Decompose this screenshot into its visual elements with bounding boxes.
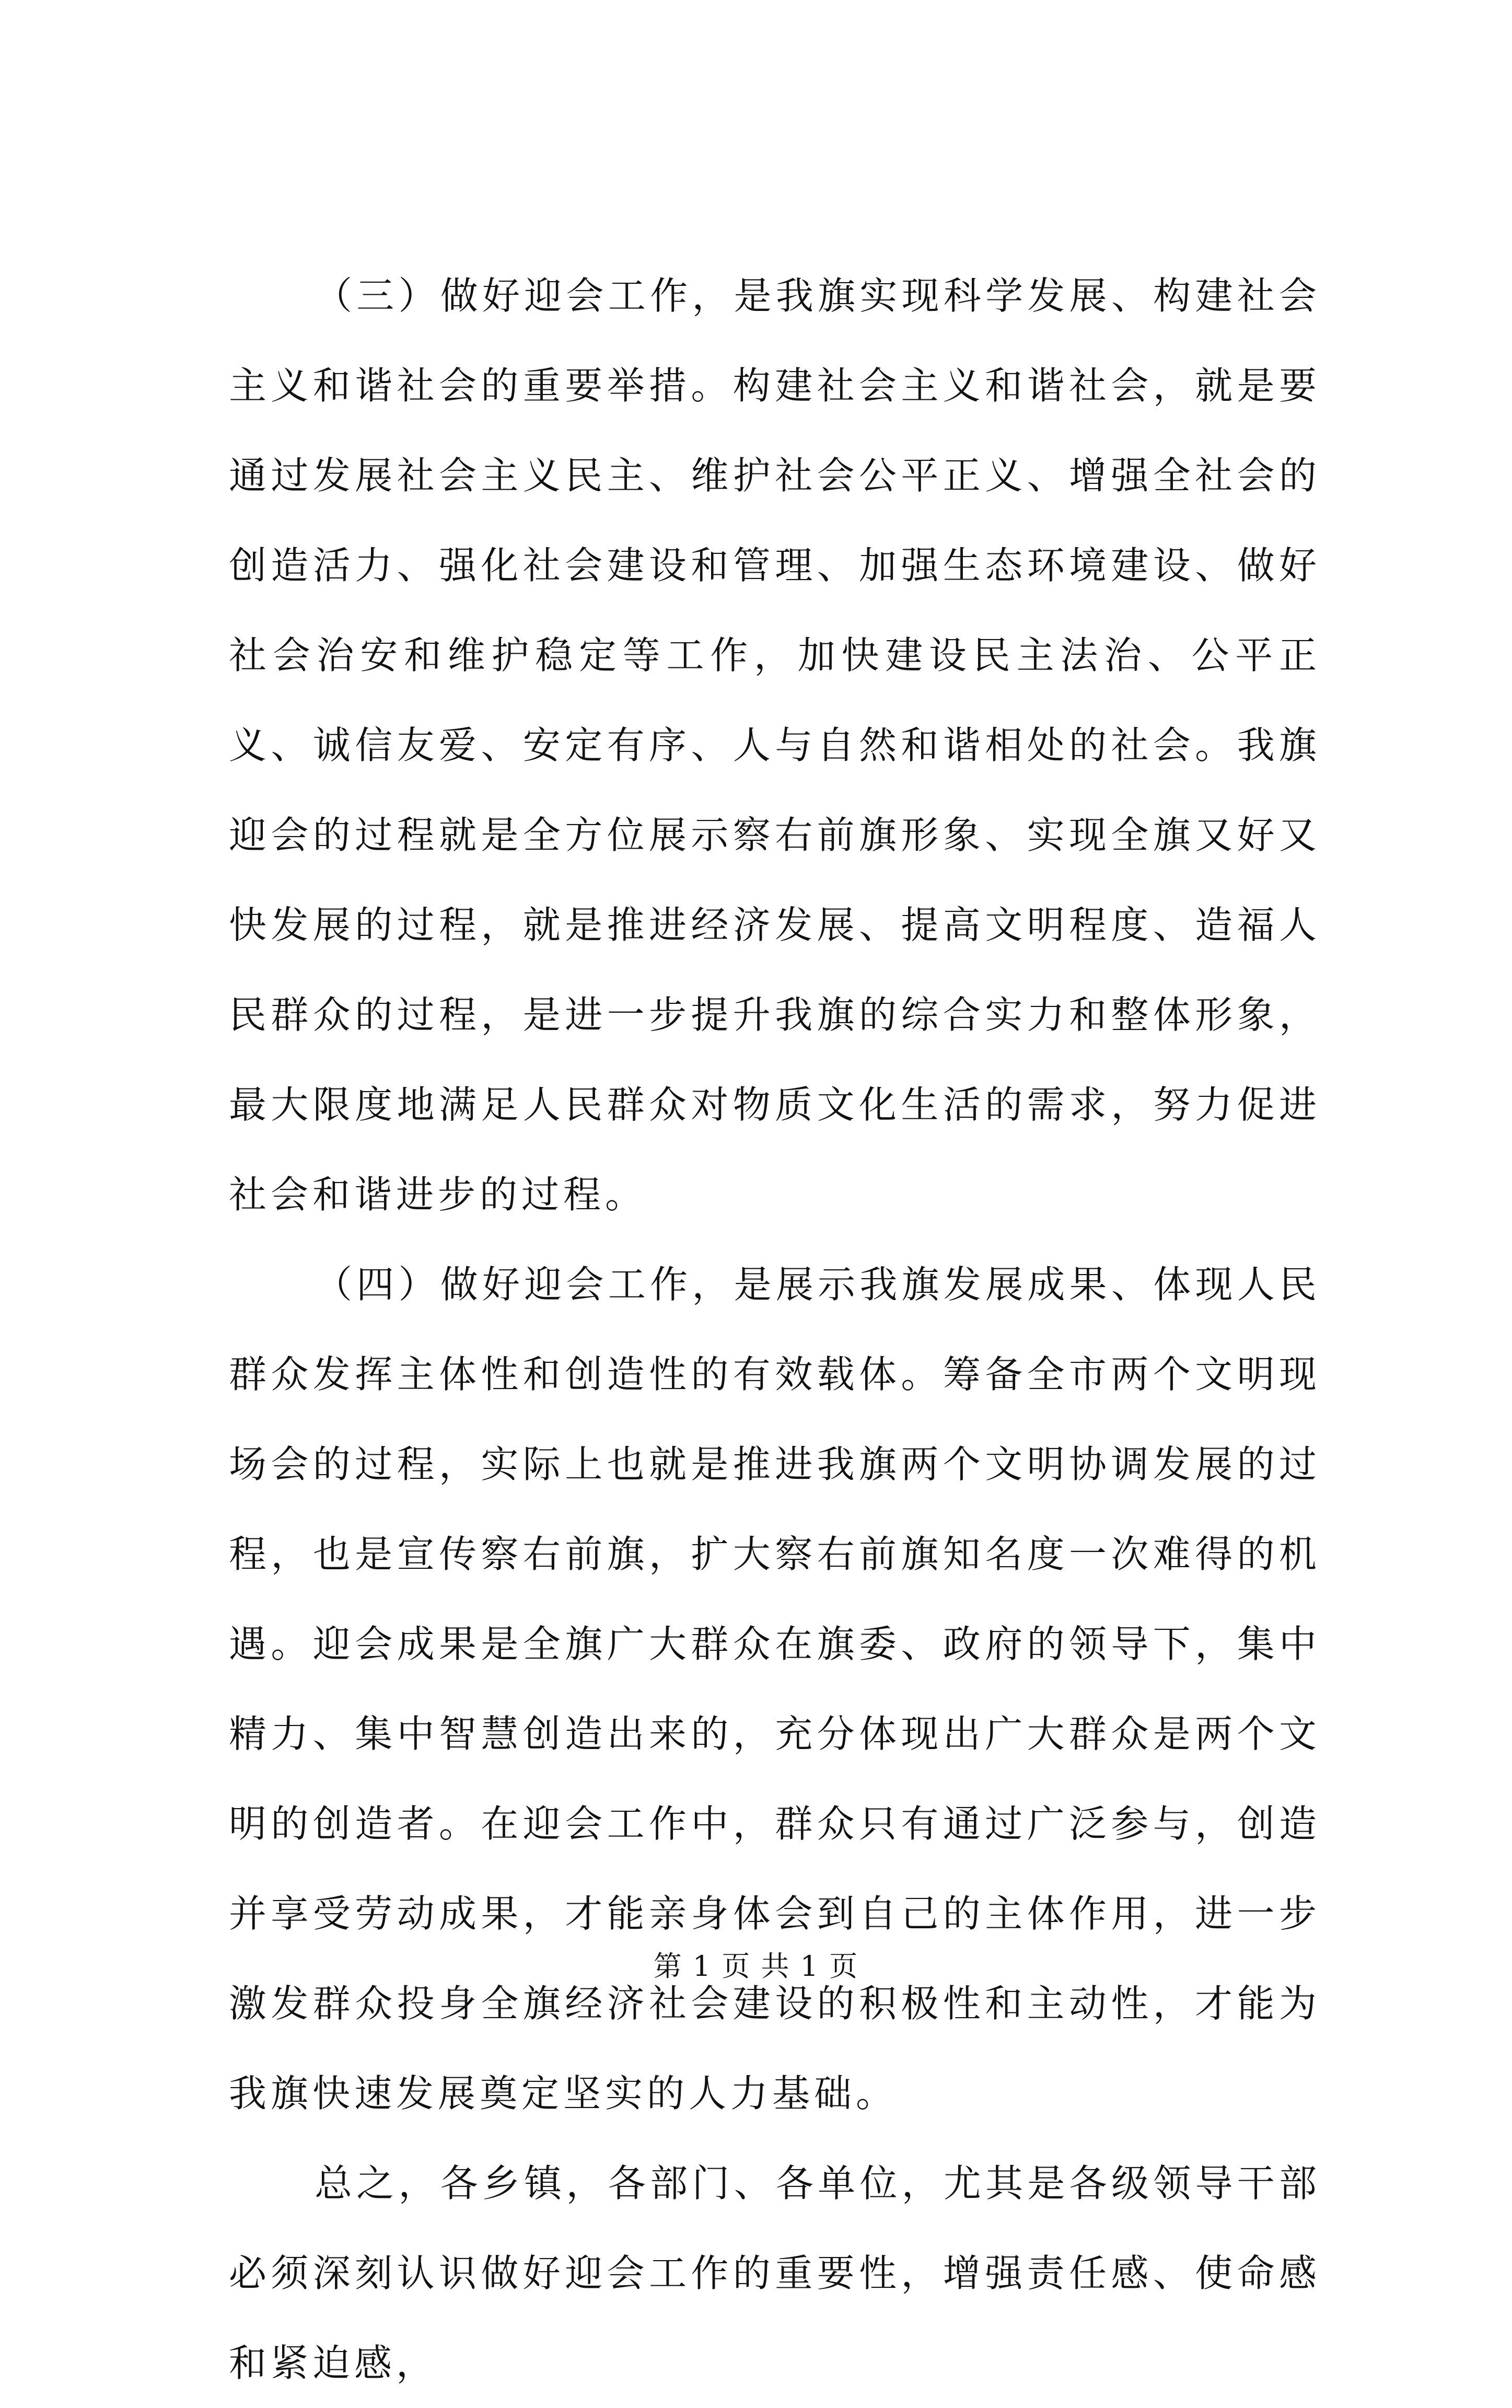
- page-number-footer: 第 1 页 共 1 页: [653, 1950, 859, 1983]
- paragraph-section-four: （四）做好迎会工作，是展示我旗发展成果、体现人民群众发挥主体性和创造性的有效载体。筹备全市两个文明现场会的过程，实际上也就是推进我旗两个文明协调发展的过程，也是宣传察右前旗，扩大察右前旗知名度一次难得的机遇。迎会成果是全旗广大群众在旗委、政府的领导下，集中精力、集中智慧创造出来的，充分体现出广大群众是两个文明的创造者。在迎会工作中，群众只有通过广泛参与，创造并享受劳动成果，才能亲身体会到自己的主体作用，进一步激发群众投身全旗经济社会建设的积极性和主动性，才能为我旗快速发展奠定坚实的人力基础。: [229, 1263, 1321, 2115]
- paragraph-summary: 总之，各乡镇，各部门、各单位，尤其是各级领导干部必须深刻认识做好迎会工作的重要性，增强责任感、使命感和紧迫感，: [229, 2161, 1321, 2385]
- paragraph-section-three: （三）做好迎会工作，是我旗实现科学发展、构建社会主义和谐社会的重要举措。构建社会主义和谐社会，就是要通过发展社会主义民主、维护社会公平正义、增强全社会的创造活力、强化社会建设和管理、加强生态环境建设、做好社会治安和维护稳定等工作，加快建设民主法治、公平正义、诚信友爱、安定有序、人与自然和谐相处的社会。我旗迎会的过程就是全方位展示察右前旗形象、实现全旗又好又快发展的过程，就是推进经济发展、提高文明程度、造福人民群众的过程，是进一步提升我旗的综合实力和整体形象，最大限度地满足人民群众对物质文化生活的需求，努力促进社会和谐进步的过程。: [229, 274, 1321, 1217]
- document-body: [229, 251, 1321, 2408]
